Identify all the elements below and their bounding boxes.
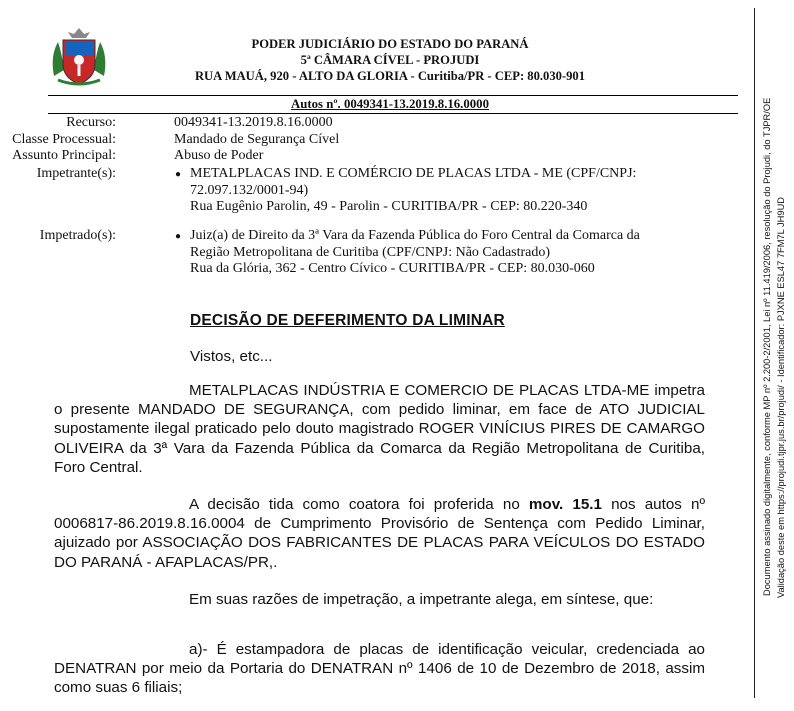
paragraph-reasons: Em suas razões de impetração, a impetrante alega, em síntese, que: [189,591,654,608]
paragraph-parties: METALPLACAS INDÚSTRIA E COMERCIO DE PLACAS LTDA-ME impetra o presente MANDADO DE SEGURANÇA, com pedido liminar, em face de ATO JUDICIAL supostamente ilegal praticado pelo douto magistrado ROGER VINÍCIUS PIRES DE CAMARGO OLIVEIRA da 3ª Vara da Fazenda Pública da Comarca da Região Metropolitana de Curitiba, Foro Central. [54,382,705,476]
decision-title: DECISÃO DE DEFERIMENTO DA LIMINAR [190,312,505,329]
assunto-label: Assunto Principal: [12,148,116,163]
case-metadata [0,115,740,280]
impetrante-bullet: ● [175,169,182,180]
recurso-value: 0049341-13.2019.8.16.0000 [174,115,333,130]
crest-eagle [68,28,90,38]
case-number-divider [48,113,738,114]
court-address: RUA MAUÁ, 920 - ALTO DA GLORIA - Curitiba/PR - CEP: 80.030-901 [194,69,586,83]
impetrante-label: Impetrante(s): [36,166,116,181]
parana-coat-of-arms-logo [48,26,110,88]
crest-pine-branches [53,42,64,76]
impetrante-name: METALPLACAS IND. E COMÉRCIO DE PLACAS LTDA - ME (CPF/CNPJ: [190,166,637,181]
impetrado-label: Impetrado(s): [39,228,116,243]
court-header [130,36,650,84]
p2-text-a: A decisão tida como coatora foi proferida no [189,496,529,513]
validation-notice: Validação deste em https://projudi.tjpr.jus.br/projudi/ - Identificador: PJXNE ESL47 7FM7L JH9UD [776,197,786,598]
court-name: PODER JUDICIÁRIO DO ESTADO DO PARANÁ [251,37,529,51]
header-divider [48,95,738,96]
vistos-paragraph: Vistos, etc... [190,348,273,365]
impetrante-cnpj: 72.097.132/0001-94) [190,182,309,198]
impetrado-region: Região Metropolitana de Curitiba (CPF/CNPJ: Não Cadastrado) [190,244,551,260]
p2-mov-ref: mov. 15.1 [528,496,602,513]
classe-value: Mandado de Segurança Cível [174,131,340,147]
chamber-name: 5ª CÂMARA CÍVEL - PROJUDI [300,53,480,67]
impetrante-address: Rua Eugênio Parolin, 49 - Parolin - CURITIBA/PR - CEP: 80.220-340 [190,199,588,214]
signature-margin-line [754,8,755,698]
paragraph-decision [54,495,705,572]
classe-label: Classe Processual: [12,131,116,147]
paragraph-item-a: a)- É estampadora de placas de identificação veicular, credenciada ao DENATRAN por meio da Portaria do DENATRAN nº 1406 de 10 de Dezembro de 2018, assim como suas 6 filiais; [54,641,705,697]
impetrado-bullet: ● [175,231,182,242]
recurso-label: Recurso: [66,115,116,130]
case-number-heading: Autos nº. 0049341-13.2019.8.16.0000 [291,97,489,111]
impetrado-name: Juiz(a) de Direito da 3ª Vara da Fazenda Pública do Foro Central da Comarca da [190,228,640,243]
impetrado-details [190,228,710,278]
impetrado-address: Rua da Glória, 362 - Centro Cívico - CURITIBA/PR - CEP: 80.030-060 [190,261,595,276]
impetrante-details [190,166,710,216]
assunto-value: Abuso de Poder [174,148,264,163]
p2-text-b: nos autos nº 0006817-86.2019.8.16.0004 de Cumprimento Provisório de Sentença com Pedido Liminar, ajuizado por ASSOCIAÇÃO DOS FABRICANTES DE PLACAS PARA VEÍCULOS DO ESTADO DO PARANÁ - AFAPLACAS/PR,. [54,496,706,571]
signature-notice: Documento assinado digitalmente, conforme MP nº 2.200-2/2001, Lei nº 11.419/2006, resolução do Projudi, do TJPR/OE [762,97,772,596]
